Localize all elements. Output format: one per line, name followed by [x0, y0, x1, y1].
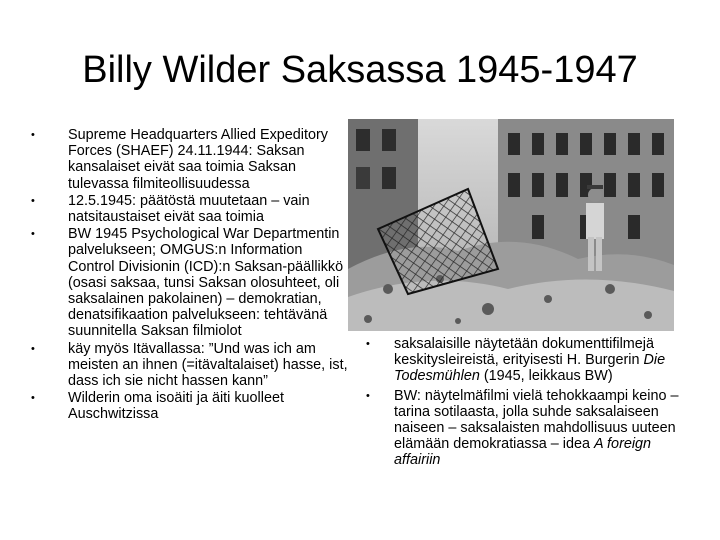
list-item	[358, 336, 688, 385]
ruined-street-photo	[348, 119, 674, 331]
list-item	[30, 226, 352, 339]
slide-title: Billy Wilder Saksassa 1945-1947	[82, 49, 638, 91]
photo-illustration	[348, 119, 674, 331]
list-item	[30, 390, 352, 422]
bullet-text: (1945, leikkaus BW)	[479, 368, 613, 385]
bullet-text: käy myös Itävallassa: ”Und was ich am meisten an ihnen (=itävaltalaiset) hasse, ist, dass ich sie nicht hassen kann”	[68, 340, 348, 390]
list-item	[30, 127, 352, 192]
bullet-text: saksalaisille näytetään dokumenttifilmejä keskitysleireistä, erityisesti H. Burgerin	[394, 336, 654, 369]
bullet-text: Wilderin oma isoäiti ja äiti kuolleet Auschwitzissa	[68, 390, 284, 423]
bullet-text: 12.5.1945: päätöstä muutetaan – vain natsitaustaiset eivät saa toimia	[68, 192, 310, 226]
bullet-icon: •	[31, 392, 35, 405]
list-item	[30, 341, 352, 390]
bullet-icon: •	[31, 129, 35, 141]
list-item	[358, 388, 688, 469]
film-title: Die Todesmühlen	[394, 352, 666, 385]
list-item	[30, 193, 352, 225]
bullet-icon: •	[31, 228, 35, 241]
bullet-text: BW 1945 Psychological War Departmentin palvelukseen; OMGUS:n Information Control Divisionin (ICD):n Saksan-päällikkö (osasi saksaa, tunsi Saksan olosuhteet, oli saksalainen pakolainen) – demokratian, denatsifikaation palvelukseen: tehtävänä suunnitella Saksan filmiolot	[68, 226, 344, 340]
bullet-icon: •	[31, 194, 35, 207]
bullet-icon: •	[366, 389, 370, 402]
bullet-icon: •	[366, 338, 370, 350]
bullet-icon: •	[31, 342, 35, 355]
film-title: A foreign affairiin	[394, 436, 652, 469]
right-bullet-list	[358, 336, 688, 469]
bullet-text: Supreme Headquarters Allied Expeditory Forces (SHAEF) 24.11.1944: Saksan kansalaiset eivät saa toimia Saksan tulevassa filmiteollisuudessa	[68, 127, 328, 192]
bullet-text: BW: näytelmäfilmi vielä tehokkaampi keino – tarina sotilaasta, jolla suhde saksalaiseen naiseen – saksalaisten mahdollisuus uuteen elämään demokratiassa – idea	[394, 387, 679, 453]
left-bullet-list	[30, 127, 352, 423]
